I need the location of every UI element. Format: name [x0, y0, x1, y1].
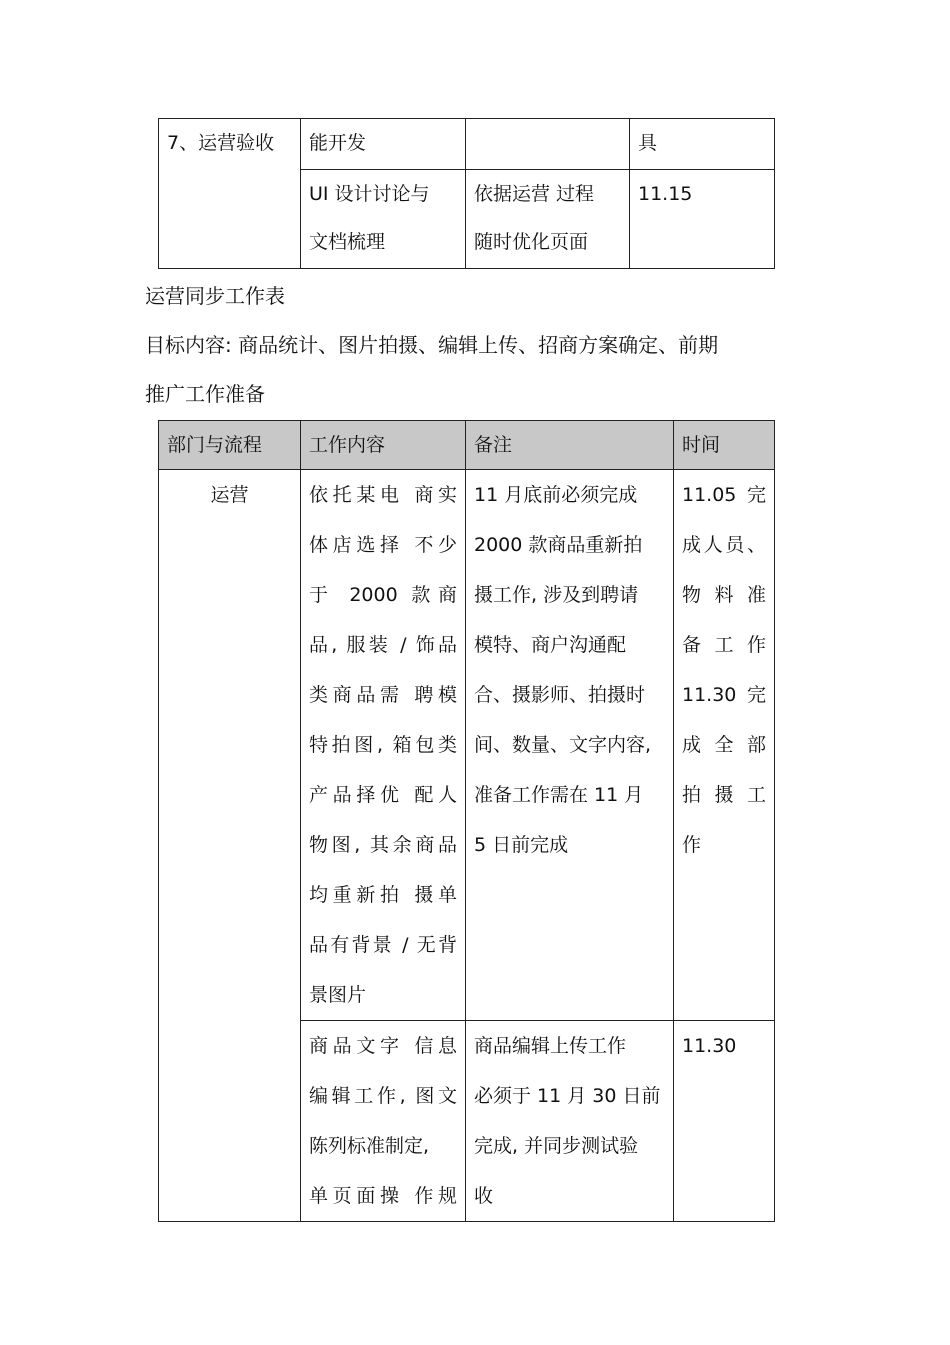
note-cell: 依据运营 过程 随时优化页面: [466, 170, 630, 269]
note-cell: [466, 119, 630, 170]
stage-cell: 7、运营验收: [159, 119, 301, 269]
header-dept: 部门与流程: [159, 421, 301, 470]
section-heading: 运营同步工作表: [145, 284, 285, 308]
content-cell: UI 设计讨论与 文档梳理: [301, 170, 466, 269]
dept-cell: 运营: [159, 470, 301, 1222]
header-content: 工作内容: [301, 421, 466, 470]
note-cell: 商品编辑上传工作 必须于 11 月 30 日前 完成, 并同步测试验 收: [466, 1021, 674, 1222]
goal-line-1: 目标内容: 商品统计、图片拍摄、编辑上传、招商方案确定、前期: [145, 333, 719, 357]
header-time: 时间: [674, 421, 775, 470]
time-cell: 11.05 完 成人员、 物 料 准 备 工 作 11.30 完 成 全 部 拍 摄 工 作: [674, 470, 775, 1021]
time-cell: 具: [630, 119, 775, 170]
content-cell: 依托某电 商实 体店选择 不少 于 2000 款商 品, 服装 / 饰品 类商品需 聘模 特拍图, 箱包类 产品择优 配人 物图, 其余商品 均重新拍 摄单 品有背景 / 无背 景图片: [301, 470, 466, 1021]
note-cell: 11 月底前必须完成 2000 款商品重新拍 摄工作, 涉及到聘请 模特、商户沟通配 合、摄影师、拍摄时 间、数量、文字内容, 准备工作需在 11 月 5 日前完成: [466, 470, 674, 1021]
operations-sync-table: [158, 420, 775, 1222]
time-cell: 11.30: [674, 1021, 775, 1222]
operations-acceptance-table: [158, 118, 775, 269]
time-cell: 11.15: [630, 170, 775, 269]
content-cell: 商品文字 信息 编辑工作, 图文 陈列标准制定, 单页面操 作规: [301, 1021, 466, 1222]
content-cell: 能开发: [301, 119, 466, 170]
header-note: 备注: [466, 421, 674, 470]
goal-line-2: 推广工作准备: [145, 382, 265, 406]
